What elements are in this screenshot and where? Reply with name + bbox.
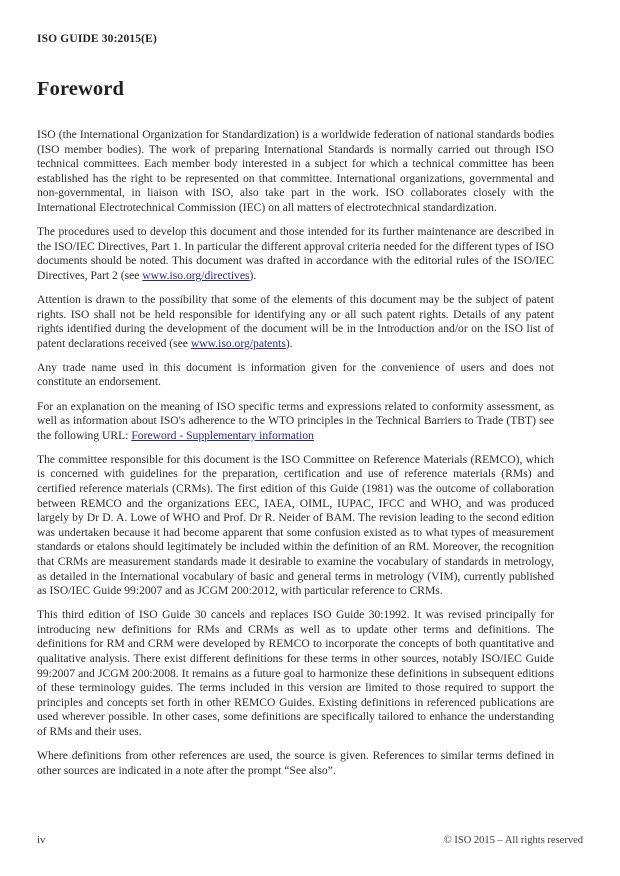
paragraph-text-lead: Attention is drawn to the possibility that some of the elements of this document may be the subject of patent rights. ISO shall not be held responsible for identifying any or all such patent rights. Details of any patent rights identified during the development of the document will be in the Introduction and/or on the ISO list of patent declarations received (see	[37, 292, 554, 350]
paragraph-text-lead: The procedures used to develop this document and those intended for its further maintenance are described in the ISO/IEC Directives, Part 1. In particular the different approval criteria needed for the different types of ISO documents should be noted. This document was drafted in accordance with the editorial rules of the ISO/IEC Directives, Part 2 (see	[37, 225, 554, 282]
link-iso-directives[interactable]: www.iso.org/directives	[142, 268, 250, 282]
footer-page-number: iv	[37, 834, 46, 846]
paragraph-text: Where definitions from other references are used, the source is given. References to similar terms defined in other sources are indicated in a note after the prompt “See also”.	[37, 749, 554, 777]
paragraph-text: Any trade name used in this document is information given for the convenience of users and does not constitute an endorsement.	[37, 360, 554, 389]
paragraph-patent-rights	[37, 293, 554, 351]
paragraph-conformity-assessment	[37, 400, 554, 444]
paragraph-text: The committee responsible for this document is the ISO Committee on Reference Materials (REMCO), which is concerned with guidelines for the preparation, certification and use of reference materials (RMs) and certified reference materials (CRMs). The first edition of this Guide (1981) was the outcome of collaboration between REMCO and the organizations EEC, IAEA, OIML, IUPAC, IFCC and WHO, and was produced largely by Dr D. A. Lowe of WHO and Prof. Dr R. Neider of BAM. The revision leading to the second edition was undertaken because it had become apparent that some confusion existed as to what types of measurement standards or etalons should legitimately be included within the definition of an RM. Moreover, the recognition that CRMs are measurement standards made it desirable to examine the vocabulary of standards in metrology, as detailed in the International vocabulary of basic and general terms in metrology (VIM), currently published as ISO/IEC Guide 99:2007 and as JCGM 200:2012, with particular reference to CRMs.	[37, 452, 554, 598]
paragraph-text-lead: For an explanation on the meaning of ISO specific terms and expressions related to conformity assessment, as well as information about ISO's adherence to the WTO principles in the Technical Barriers to Trade (TBT) see the following URL:	[37, 399, 554, 442]
paragraph-text: ISO (the International Organization for Standardization) is a worldwide federation of national standards bodies (ISO member bodies). The work of preparing International Standards is normally carried out through ISO technical committees. Each member body interested in a subject for which a technical committee has been established has the right to be represented on that committee. International organizations, governmental and non-governmental, in liaison with ISO, also take part in the work. ISO collaborates closely with the International Electrotechnical Commission (IEC) on all matters of electrotechnical standardization.	[37, 128, 554, 214]
paragraph-text-tail: ).	[249, 268, 257, 282]
link-foreword-supplementary-information[interactable]: Foreword - Supplementary information	[131, 428, 314, 442]
link-iso-patents[interactable]: www.iso.org/patents	[190, 336, 286, 350]
page-content	[37, 78, 554, 778]
page-footer	[37, 834, 583, 846]
paragraph-iso-federation	[37, 128, 554, 216]
paragraph-remco-committee	[37, 453, 554, 599]
paragraph-procedures	[37, 225, 554, 283]
footer-copyright: © ISO 2015 – All rights reserved	[443, 835, 583, 846]
paragraph-text: This third edition of ISO Guide 30 cancels and replaces ISO Guide 30:1992. It was revised principally for introducing new definitions for RMs and CRMs as well as to update other terms and definitions. The definitions for RM and CRM were developed by REMCO to incorporate the concepts of both quantitative and qualitative analysis. There exist different definitions for these terms in other sources, notably ISO/IEC Guide 99:2007 and JCGM 200:2008. It remains as a future goal to harmonize these definitions in subsequent editions of these terminology guides. The terms included in this version are limited to those required to support the principles and concepts set forth in other REMCO Guides. Existing definitions in referenced publications are used wherever possible. In other cases, some definitions are specifically tailored to enhance the understanding of RMs and their uses.	[37, 608, 554, 738]
paragraph-third-edition	[37, 608, 554, 739]
paragraph-text-tail: ).	[285, 336, 293, 350]
paragraph-trade-name	[37, 361, 554, 390]
paragraph-definitions-sources	[37, 749, 554, 778]
running-header: ISO GUIDE 30:2015(E)	[37, 33, 157, 45]
page-title: Foreword	[37, 78, 124, 100]
